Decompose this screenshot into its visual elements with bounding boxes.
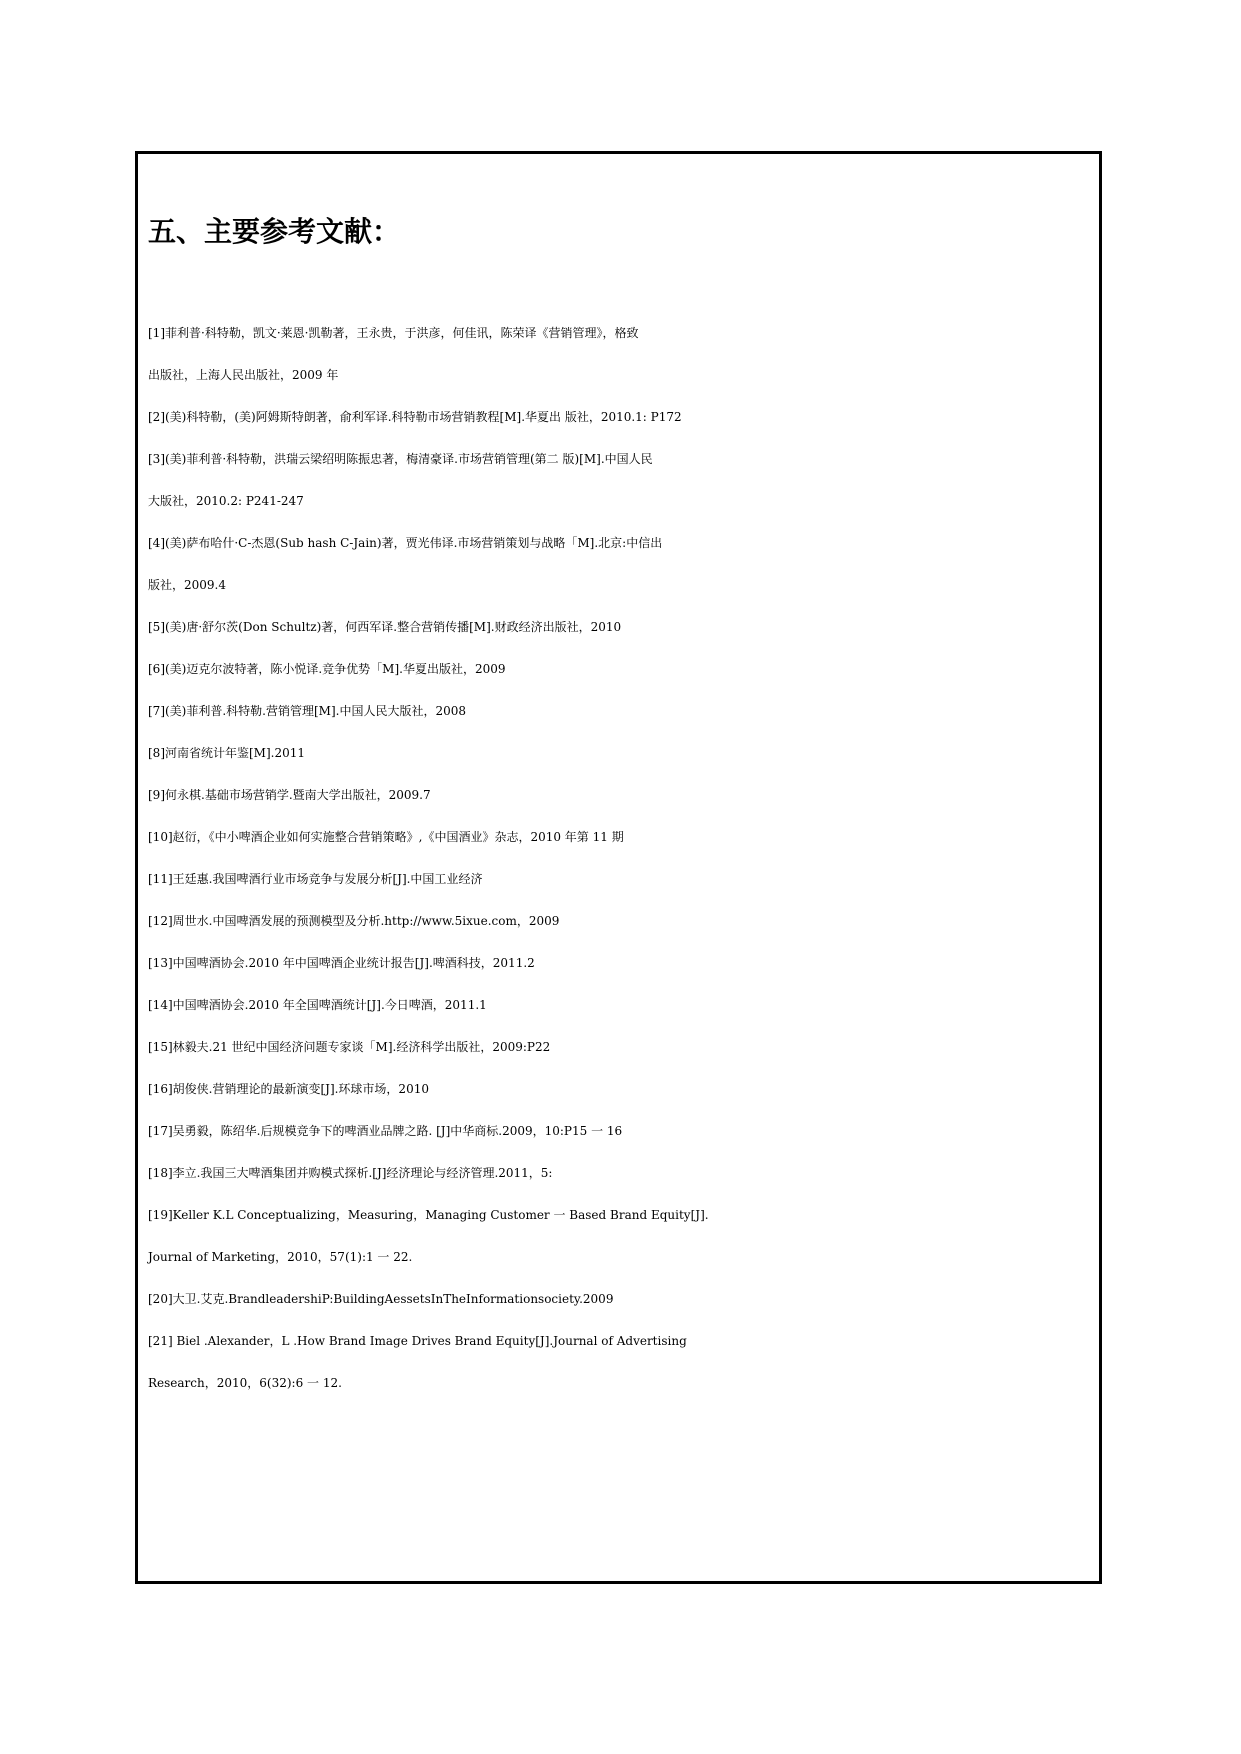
- reference-item: [148, 1110, 1098, 1152]
- reference-line: [18]李立.我国三大啤酒集团并购模式探析.[J]经济理论与经济管理.2011，5:: [148, 1166, 553, 1180]
- reference-line: [14]中国啤酒协会.2010 年全国啤酒统计[J].今日啤酒，2011.1: [148, 998, 487, 1012]
- reference-item: [148, 522, 1098, 606]
- reference-item: [148, 1278, 1098, 1320]
- reference-line: [3](美)菲利普·科特勒，洪瑞云梁绍明陈振忠著，梅清豪译.市场营销管理(第二 版)[M].中国人民: [148, 452, 653, 466]
- reference-line: [15]林毅夫.21 世纪中国经济问题专家谈「M].经济科学出版社，2009:P22: [148, 1040, 551, 1054]
- reference-line: [10]赵衍，《中小啤酒企业如何实施整合营销策略》,《中国酒业》杂志，2010 年第 11 期: [148, 830, 624, 844]
- reference-item: [148, 1026, 1098, 1068]
- reference-item: [148, 438, 1098, 522]
- reference-line: [4](美)萨布哈什·C-杰恩(Sub hash C-Jain)著，贾光伟译.市场营销策划与战略「M].北京:中信出: [148, 536, 663, 550]
- reference-line: [13]中国啤酒协会.2010 年中国啤酒企业统计报告[J].啤酒科技，2011.2: [148, 956, 535, 970]
- reference-item: [148, 732, 1098, 774]
- reference-item: [148, 984, 1098, 1026]
- reference-line: 版社，2009.4: [148, 578, 226, 592]
- reference-line: [12]周世水.中国啤酒发展的预测模型及分析.http://www.5ixue.com，2009: [148, 914, 560, 928]
- reference-item: [148, 1194, 1098, 1278]
- reference-item: [148, 312, 1098, 396]
- reference-item: [148, 1068, 1098, 1110]
- reference-item: [148, 396, 1098, 438]
- reference-line: Research，2010，6(32):6 一 12.: [148, 1376, 342, 1390]
- section-heading: 五、主要参考文献：: [148, 215, 401, 248]
- reference-line: [20]大卫.艾克.BrandleadershiP:BuildingAessetsInTheInformationsociety.2009: [148, 1292, 614, 1306]
- reference-item: [148, 774, 1098, 816]
- reference-line: [19]Keller K.L Conceptualizing，Measuring，Managing Customer 一 Based Brand Equity[J].: [148, 1208, 709, 1222]
- reference-line: [9]何永棋.基础市场营销学.暨南大学出版社，2009.7: [148, 788, 431, 802]
- reference-item: [148, 816, 1098, 858]
- reference-line: [7](美)菲利普.科特勒.营销管理[M].中国人民大版社，2008: [148, 704, 466, 718]
- reference-item: [148, 900, 1098, 942]
- reference-item: [148, 648, 1098, 690]
- reference-line: [8]河南省统计年鉴[M].2011: [148, 746, 306, 760]
- reference-line: 出版社，上海人民出版社，2009 年: [148, 368, 339, 382]
- reference-list: [148, 312, 1098, 1404]
- reference-line: [5](美)唐·舒尔茨(Don Schultz)著，何西军译.整合营销传播[M].财政经济出版社，2010: [148, 620, 622, 634]
- reference-item: [148, 1320, 1098, 1404]
- reference-line: [11]王廷惠.我国啤酒行业市场竞争与发展分析[J].中国工业经济: [148, 872, 483, 886]
- reference-line: [17]吴勇毅，陈绍华.后规模竞争下的啤酒业品牌之路. [J]中华商标.2009，10:P15 一 16: [148, 1124, 623, 1138]
- reference-line: Journal of Marketing，2010，57(1):1 一 22.: [148, 1250, 413, 1264]
- reference-line: [2](美)科特勒，(美)阿姆斯特朗著，俞利军译.科特勒市场营销教程[M].华夏出 版社，2010.1: P172: [148, 410, 682, 424]
- reference-line: [16]胡俊侠.营销理论的最新演变[J].环球市场，2010: [148, 1082, 429, 1096]
- reference-line: [6](美)迈克尔波特著，陈小悦译.竞争优势「M].华夏出版社，2009: [148, 662, 506, 676]
- reference-line: 大版社，2010.2: P241-247: [148, 494, 304, 508]
- reference-item: [148, 606, 1098, 648]
- reference-item: [148, 942, 1098, 984]
- reference-item: [148, 1152, 1098, 1194]
- reference-item: [148, 858, 1098, 900]
- reference-line: [21] Biel .Alexander，L .How Brand Image Drives Brand Equity[J].Journal of Advertising: [148, 1334, 687, 1348]
- reference-item: [148, 690, 1098, 732]
- reference-line: [1]菲利普·科特勒，凯文·莱恩·凯勒著，王永贵，于洪彦，何佳讯，陈荣译《营销管理》，格致: [148, 326, 639, 340]
